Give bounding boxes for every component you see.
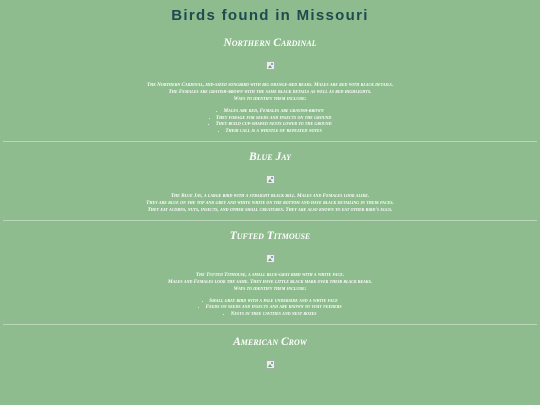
bird-section-northern-cardinal: [0, 36, 540, 136]
bird-heading: American Crow: [233, 335, 307, 348]
trait-item: • They build cup-shaped nests lower to the ground: [208, 121, 331, 128]
section-divider: [3, 220, 537, 221]
broken-image-icon: [266, 175, 275, 184]
description-line: They eat acorns, nuts, insects, and other small creatures. They are also known to eat other bird's eggs.: [147, 206, 393, 213]
trait-item: • Nests in tree cavities and nest boxes: [198, 311, 341, 318]
description-line: The Northern Cardinal, mid-sized songbird with big orange-red beaks. Males are red with black details.: [146, 82, 394, 88]
description-line: The Tufted Titmouse, a small blue-gray bird with a white face.: [195, 271, 345, 278]
broken-image-icon: [266, 360, 275, 369]
bird-heading: Tufted Titmouse: [229, 229, 311, 242]
trait-item: • Males are red, Females are grayish-brown: [208, 108, 331, 115]
description-line: The Blue Jay, a large bird with a straight black bill. Males and Females look alike.: [170, 192, 370, 199]
description-line: Males and Females look the same. They have little black mark over their black beaks.: [168, 278, 372, 285]
trait-item: • Small gray bird with a pale underside and a white face: [198, 298, 341, 305]
bird-section-american-crow: [0, 335, 540, 369]
trait-item: • They forage for seeds and insects on the ground: [208, 115, 331, 122]
bird-description: [10, 82, 530, 103]
page-title: Birds found in Missouri: [171, 7, 369, 24]
bird-section-blue-jay: [0, 150, 540, 214]
description-line: The Females are grayish-brown with the same black details as well as red highlights.: [168, 89, 372, 95]
description-line: They are blue on the top and grey and white white on the bottom and have black detailing in their faces.: [146, 199, 394, 206]
trait-list: [198, 298, 341, 318]
broken-image-icon: [266, 61, 275, 70]
section-divider: [3, 141, 537, 142]
description-line: Ways to identify them include:: [233, 285, 307, 292]
trait-list: [208, 108, 331, 134]
broken-image-icon: [266, 254, 275, 263]
bird-description: [10, 272, 530, 293]
bird-heading: Blue Jay: [248, 150, 292, 163]
trait-item: • Feeds on seeds and insects and are known to visit feeders: [198, 304, 341, 311]
bird-section-tufted-titmouse: [0, 229, 540, 319]
section-divider: [3, 324, 537, 325]
trait-item: • Their call is a whistle of repeated notes: [208, 128, 331, 135]
bird-description: [10, 193, 530, 214]
bird-heading: Northern Cardinal: [223, 37, 317, 49]
description-line: Ways to identify them include:: [233, 96, 307, 102]
